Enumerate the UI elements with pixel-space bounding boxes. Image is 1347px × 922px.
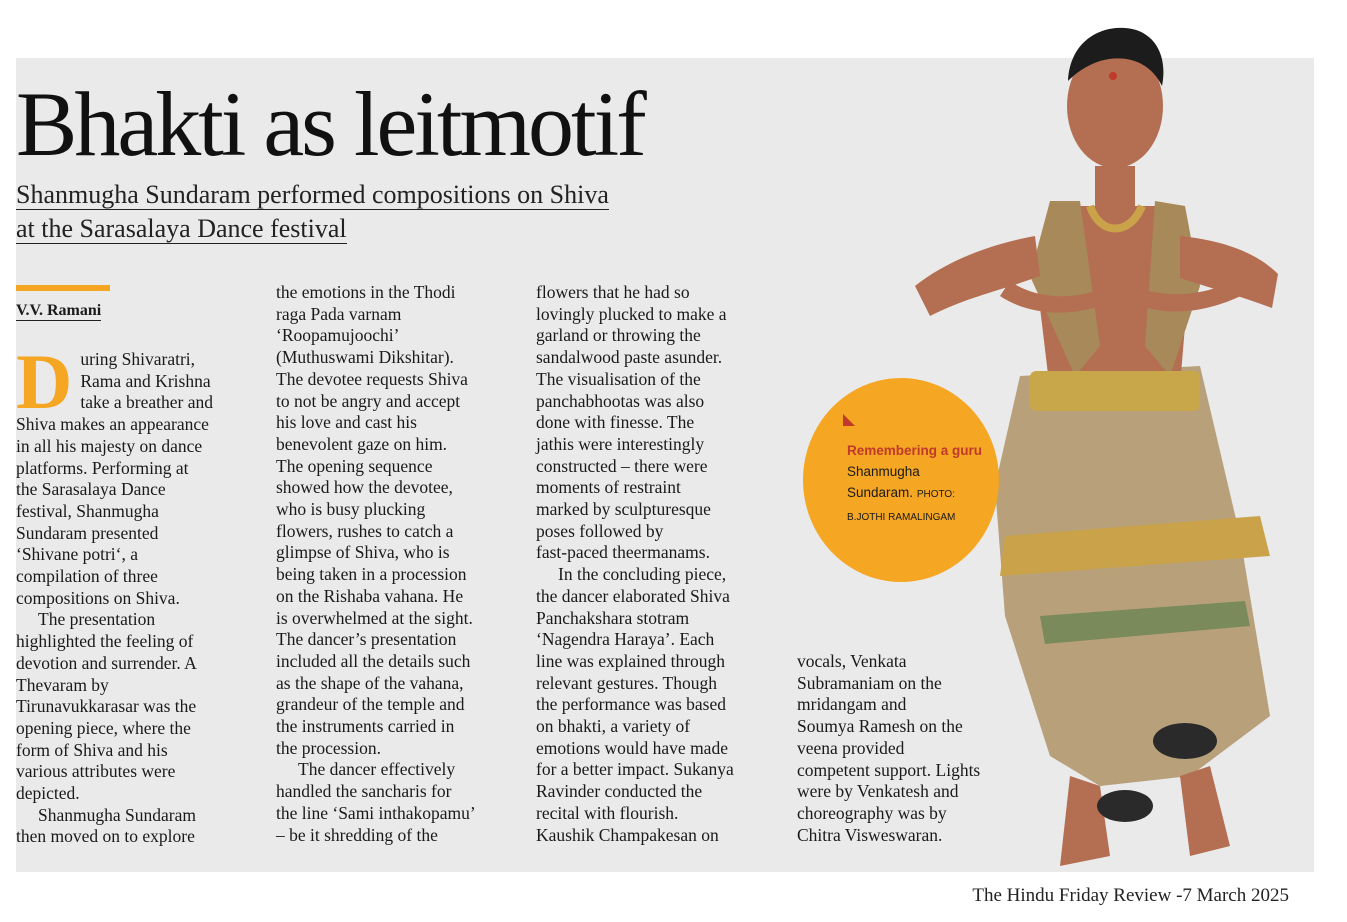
byline-accent-rule <box>16 285 110 291</box>
article-text-line: flowers, rushes to catch a <box>276 520 454 541</box>
article-text-line: done with finesse. The <box>536 412 695 433</box>
article-text-line: uring Shivaratri, <box>80 349 196 369</box>
article-text-line: sandalwood paste asunder. <box>536 347 723 368</box>
article-text-line: on bhakti, a variety of <box>536 716 691 737</box>
article-text-line: competent support. Lights <box>797 759 981 780</box>
article-text-line: the emotions in the Thodi <box>276 282 456 302</box>
article-text-line: then moved on to explore <box>16 826 195 847</box>
subhead-line-1: Shanmugha Sundaram performed compositions on Shiva <box>16 180 609 209</box>
article-text-line: platforms. Performing at <box>16 457 189 478</box>
article-text-line: flowers that he had so <box>536 282 690 302</box>
article-text-line: marked by sculpturesque <box>536 499 711 520</box>
article-text-line: In the concluding piece, <box>558 564 727 585</box>
article-column-3 <box>536 282 768 846</box>
article-text-line: panchabhootas was also <box>536 390 705 411</box>
photo-caption <box>847 440 987 528</box>
caption-marker-icon <box>843 414 855 426</box>
article-text-line: the line ‘Sami inthakopamu’ <box>276 802 476 823</box>
article-text-line: The opening sequence <box>276 455 433 476</box>
article-text-line: being taken in a procession <box>276 564 467 585</box>
article-text-line: Rama and Krishna <box>80 370 211 391</box>
article-text-line: take a breather and <box>80 392 213 413</box>
article-text-line: The dancer effectively <box>298 759 456 780</box>
drop-cap: D <box>16 338 73 425</box>
article-text-line: ‘Shivane potri‘, a <box>16 544 138 565</box>
article-text-line: various attributes were <box>16 761 176 782</box>
photo-credit: PHOTO: B.JOTHI RAMALINGAM <box>847 489 956 523</box>
article-text-line: mridangam and <box>797 694 907 715</box>
article-text-line: showed how the devotee, <box>276 477 453 498</box>
article-text-line: ‘Roopamujoochi’ <box>276 325 400 346</box>
article-text-line: (Muthuswami Dikshitar). <box>276 347 454 368</box>
article-text-line: Subramaniam on the <box>797 672 942 693</box>
article-text-line: handled the sancharis for <box>276 781 452 802</box>
article-text-line: Shiva makes an appearance <box>16 414 209 435</box>
article-text-line: ‘Nagendra Haraya’. Each <box>536 629 715 650</box>
article-text-line: line was explained through <box>536 650 726 671</box>
article-text-line: highlighted the feeling of <box>16 631 194 652</box>
article-text-line: The dancer’s presentation <box>276 629 457 650</box>
article-text-line: Thevaram by <box>16 674 109 695</box>
subhead-line-2: at the Sarasalaya Dance festival <box>16 214 347 243</box>
article-text-line: the Sarasalaya Dance <box>16 479 166 500</box>
article-text-line: relevant gestures. Though <box>536 672 717 693</box>
article-text-line: to not be angry and accept <box>276 390 461 411</box>
article-text-line: depicted. <box>16 783 80 804</box>
article-text-line: lovingly plucked to make a <box>536 303 727 324</box>
article-text-line: – be it shredding of the <box>276 824 438 845</box>
article-text-line: the performance was based <box>536 694 726 715</box>
article-text-line: The visualisation of the <box>536 368 701 389</box>
article-column-1 <box>16 338 232 848</box>
article-text-line: the procession. <box>276 737 381 758</box>
article-text-line: included all the details such <box>276 650 471 671</box>
article-text-line: opening piece, where the <box>16 717 191 738</box>
article-text-line: in all his majesty on dance <box>16 435 203 456</box>
article-text-line: compositions on Shiva. <box>16 587 180 608</box>
article-text-line: compilation of three <box>16 566 158 587</box>
article-text-line: Shanmugha Sundaram <box>38 804 196 825</box>
byline: V.V. Ramani <box>16 302 102 319</box>
article-text-line: glimpse of Shiva, who is <box>276 542 450 563</box>
caption-text: Shanmugha Sundaram. <box>847 464 920 500</box>
caption-title: Remembering a guru <box>847 443 983 458</box>
article-text-line: who is busy plucking <box>276 499 426 520</box>
article-text-line: as the shape of the vahana, <box>276 672 464 693</box>
article-text-line: the instruments carried in <box>276 716 455 737</box>
article-text-line: form of Shiva and his <box>16 739 168 760</box>
article-text-line: for a better impact. Sukanya <box>536 759 734 780</box>
article-text-line: Soumya Ramesh on the <box>797 716 963 737</box>
article-text-line: fast-paced theermanams. <box>536 542 710 563</box>
article-text-line: veena provided <box>797 737 905 758</box>
subheadline <box>16 178 736 246</box>
article-text-line: choreography was by <box>797 802 947 823</box>
article-text-line: Kaushik Champakesan on <box>536 824 719 845</box>
article-text-line: garland or throwing the <box>536 325 701 346</box>
publication-footer: The Hindu Friday Review -7 March 2025 <box>972 885 1289 906</box>
article-text-line: The devotee requests Shiva <box>276 368 468 389</box>
article-column-2 <box>276 282 508 846</box>
article-text-line: Tirunavukkarasar was the <box>16 696 197 717</box>
article-text-line: raga Pada varnam <box>276 303 402 324</box>
article-text-line: The presentation <box>38 609 156 630</box>
article-text-line: Sundaram presented <box>16 522 159 543</box>
article-text-line: were by Venkatesh and <box>797 781 959 802</box>
article-text-line: on the Rishaba vahana. He <box>276 585 464 606</box>
article-text-line: is overwhelmed at the sight. <box>276 607 473 628</box>
article-text-line: moments of restraint <box>536 477 681 498</box>
article-text-line: Chitra Visweswaran. <box>797 824 943 845</box>
article-text-line: emotions would have made <box>536 737 728 758</box>
article-text-line: jathis were interestingly <box>536 433 705 454</box>
article-text-line: festival, Shanmugha <box>16 500 159 521</box>
article-text-line: vocals, Venkata <box>797 651 907 671</box>
article-text-line: grandeur of the temple and <box>276 694 465 715</box>
headline: Bhakti as leitmotif <box>16 73 644 175</box>
article-text-line: constructed – there were <box>536 455 708 476</box>
article-text-line: Panchakshara stotram <box>536 607 690 628</box>
article-text-line: his love and cast his <box>276 412 417 433</box>
article-text-line: poses followed by <box>536 520 664 541</box>
article-text-line: benevolent gaze on him. <box>276 433 448 454</box>
article-text-line: recital with flourish. <box>536 802 679 823</box>
article-text-line: Ravinder conducted the <box>536 781 703 802</box>
article-text-line: the dancer elaborated Shiva <box>536 585 730 606</box>
article-text-line: devotion and surrender. A <box>16 652 197 673</box>
